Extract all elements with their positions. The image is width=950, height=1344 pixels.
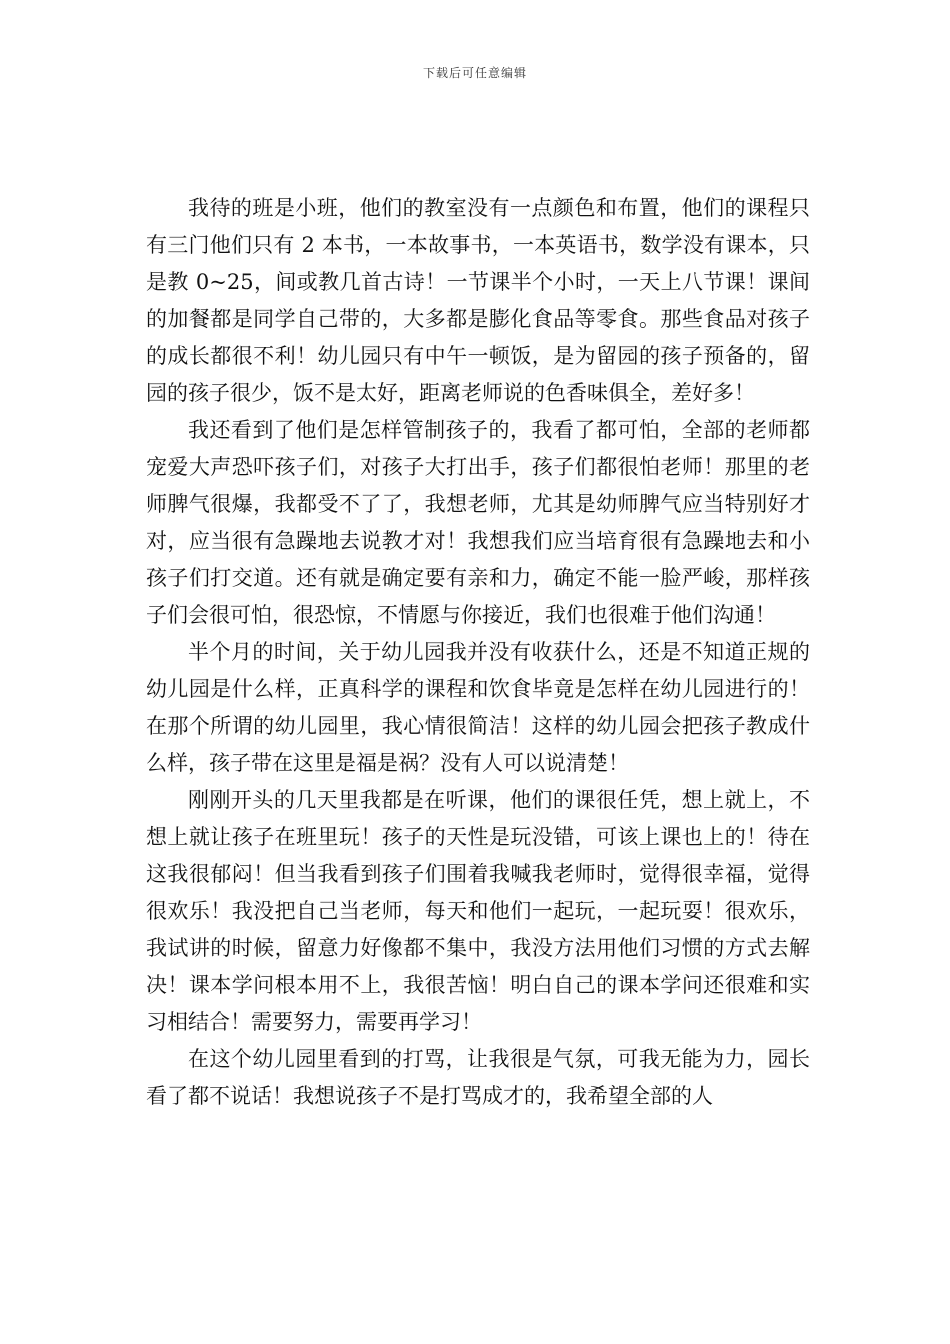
paragraph-2: 我还看到了他们是怎样管制孩子的，我看了都可怕，全部的老师都宠爱大声恐吓孩子们，对孩子大打出手，孩子们都很怕老师！那里的老师脾气很爆，我都受不了了，我想老师，尤其是幼师脾气应当特别好才对，应当很有急躁地去说教才对！我想我们应当培育很有急躁地去和小孩子们打交道。还有就是确定要有亲和力，确定不能一脸严峻，那样孩子们会很可怕，很恐惊，不情愿与你接近，我们也很难于他们沟通！: [146, 418, 810, 627]
document-body: [146, 190, 810, 1115]
page-header: 下载后可任意编辑: [422, 66, 527, 80]
paragraph-3: 半个月的时间，关于幼儿园我并没有收获什么，还是不知道正规的幼儿园是什么样，正真科学的课程和饮食毕竟是怎样在幼儿园进行的！在那个所谓的幼儿园里，我心情很简洁！这样的幼儿园会把孩子教成什么样，孩子带在这里是福是祸？没有人可以说清楚！: [146, 640, 810, 775]
paragraph-4: 刚刚开头的几天里我都是在听课，他们的课很任凭，想上就上，不想上就让孩子在班里玩！孩子的天性是玩没错，可该上课也上的！待在这我很郁闷！但当我看到孩子们围着我喊我老师时，觉得很幸福，觉得很欢乐！我没把自己当老师，每天和他们一起玩，一起玩耍！很欢乐，我试讲的时候，留意力好像都不集中，我没方法用他们习惯的方式去解决！课本学问根本用不上，我很苦恼！明白自己的课本学问还很难和实习相结合！需要努力，需要再学习！: [146, 788, 810, 1034]
paragraph-1: 我待的班是小班，他们的教室没有一点颜色和布置，他们的课程只有三门他们只有 2 本书，一本故事书，一本英语书，数学没有课本，只是教 0~25，间或教几首古诗！一节课半个小时，一天上八节课！课间的加餐都是同学自己带的，大多都是膨化食品等零食。那些食品对孩子的成长都很不利！幼儿园只有中午一顿饭，是为留园的孩子预备的，留园的孩子很少，饭不是太好，距离老师说的色香味俱全，差好多！: [146, 196, 810, 405]
paragraph-5: 在这个幼儿园里看到的打骂，让我很是气氛，可我无能为力，园长看了都不说话！我想说孩子不是打骂成才的，我希望全部的人: [146, 1047, 810, 1108]
